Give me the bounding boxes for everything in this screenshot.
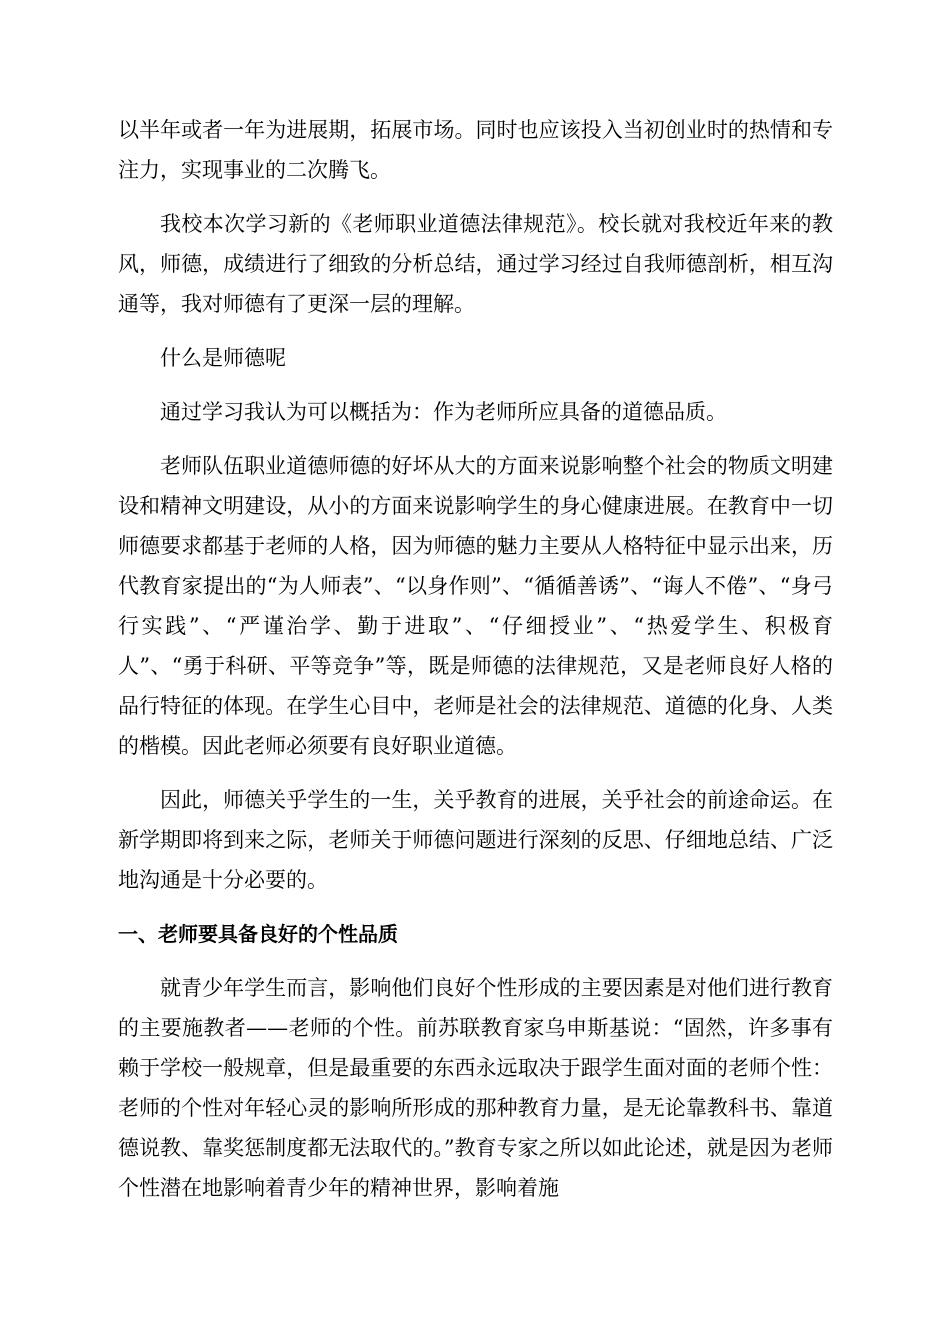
- paragraph-2: 我校本次学习新的《老师职业道德法律规范》。校长就对我校近年来的教风，师德，成绩进行了细致的分析总结，通过学习经过自我师德剖析，相互沟通等，我对师德有了更深一层的理解。: [118, 212, 833, 316]
- section-heading: 一、老师要具备良好的个性品质: [118, 922, 398, 946]
- paragraph-4: 通过学习我认为可以概括为：作为老师所应具备的道德品质。: [160, 400, 727, 424]
- paragraph-6: 因此，师德关乎学生的一生，关乎教育的进展，关乎社会的前途命运。在新学期即将到来之际，老师关于师德问题进行深刻的反思、仔细地总结、广泛地沟通是十分必要的。: [118, 788, 833, 892]
- document-page: [118, 110, 833, 1208]
- paragraph-5: 老师队伍职业道德师德的好坏从大的方面来说影响整个社会的物质文明建设和精神文明建设，从小的方面来说影响学生的身心健康进展。在教育中一切师德要求都基于老师的人格，因为师德的魅力主要从人格特征中显示出来，历代教育家提出的“为人师表”、“以身作则”、“循循善诱”、“诲人不倦”、“身弓行实践”、“严谨治学、勤于进取”、“仔细授业”、“热爱学生、积极育人”、“勇于科研、平等竞争”等，既是师德的法律规范，又是老师良好人格的品行特征的体现。在学生心目中，老师是社会的法律规范、道德的化身、人类的楷模。因此老师必须要有良好职业道德。: [118, 454, 833, 758]
- paragraph-1: 以半年或者一年为进展期，拓展市场。同时也应该投入当初创业时的热情和专注力，实现事业的二次腾飞。: [118, 118, 833, 182]
- paragraph-7: 就青少年学生而言，影响他们良好个性形成的主要因素是对他们进行教育的主要施教者——老师的个性。前苏联教育家乌申斯基说：“固然，许多事有赖于学校一般规章，但是最重要的东西永远取决于跟学生面对面的老师个性：老师的个性对年轻心灵的影响所形成的那种教育力量，是无论靠教科书、靠道德说教、靠奖惩制度都无法取代的。”教育专家之所以如此论述，就是因为老师个性潜在地影响着青少年的精神世界，影响着施: [118, 976, 833, 1200]
- paragraph-3: 什么是师德呢: [160, 346, 286, 370]
